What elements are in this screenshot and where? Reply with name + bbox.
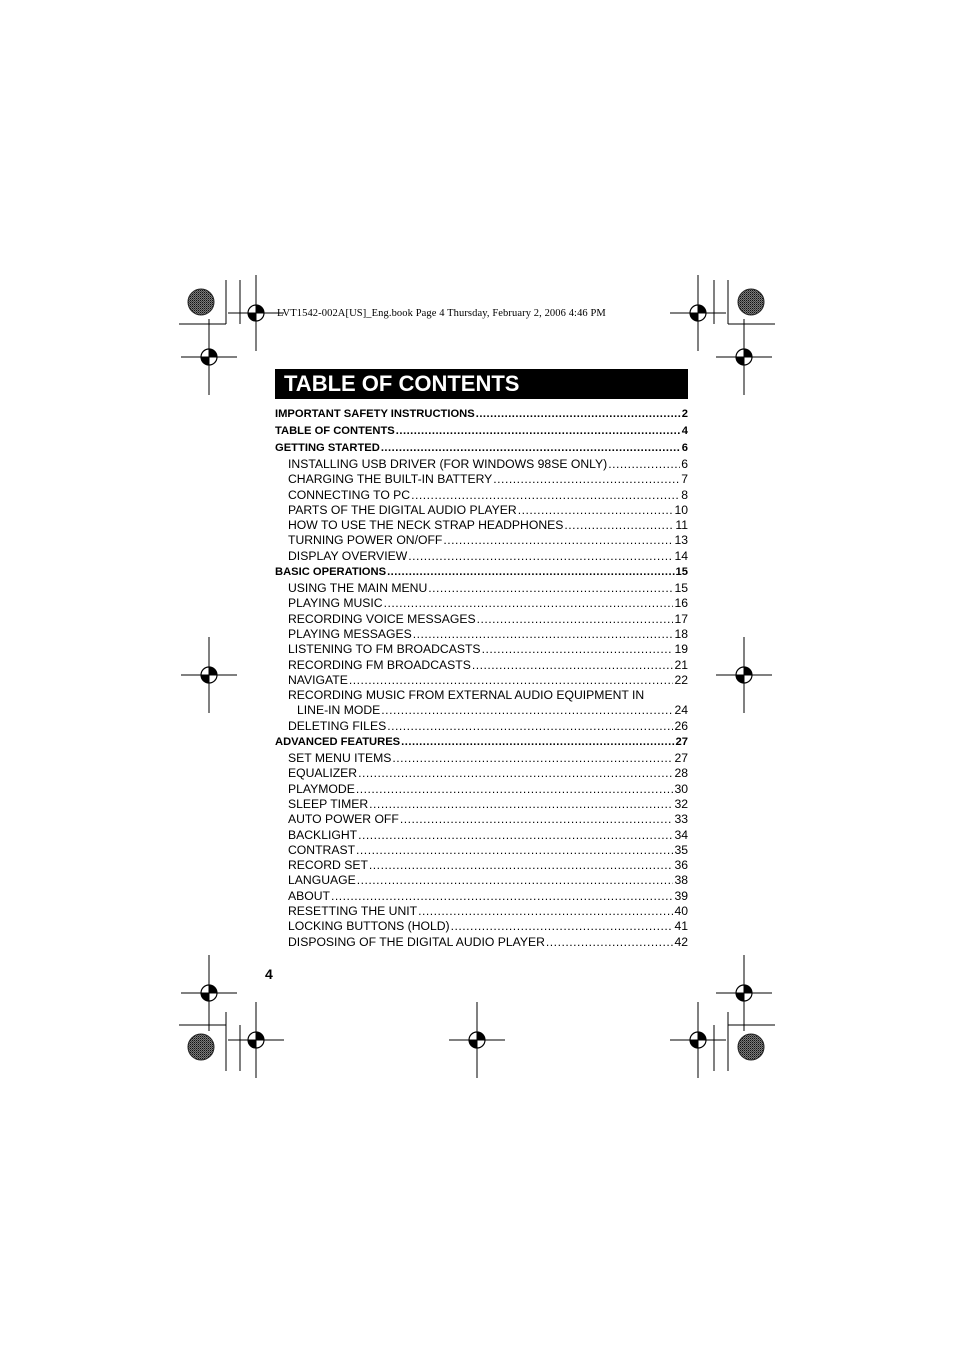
toc-leader-dots <box>358 766 673 781</box>
toc-leader-dots <box>564 518 674 533</box>
toc-entry-page: 2 <box>681 408 688 420</box>
toc-entry[interactable] <box>275 457 688 472</box>
toc-leader-dots <box>369 797 673 812</box>
toc-leader-dots <box>381 440 681 457</box>
toc-entry-label: ABOUT <box>288 888 330 903</box>
toc-entry[interactable] <box>275 673 688 688</box>
toc-entry[interactable] <box>275 858 688 873</box>
toc-leader-dots <box>356 843 673 858</box>
toc-entry-label: CONTRAST <box>288 842 356 857</box>
toc-entry-page: 16 <box>674 596 688 611</box>
page-number: 4 <box>265 966 273 982</box>
toc-entry-label: RECORDING MUSIC FROM EXTERNAL AUDIO EQUIPMENT IN <box>288 688 645 703</box>
toc-entry-page: 14 <box>674 548 688 563</box>
toc-leader-dots <box>387 564 674 581</box>
toc-leader-dots <box>356 782 674 797</box>
toc-entry-page: 15 <box>675 566 688 579</box>
toc-entry[interactable] <box>275 612 688 627</box>
toc-entry-page: 10 <box>674 502 688 517</box>
toc-entry[interactable] <box>275 642 688 657</box>
toc-entry-label: NAVIGATE <box>288 672 348 687</box>
toc-entry[interactable] <box>275 766 688 781</box>
toc-entry-label: ADVANCED FEATURES <box>275 736 401 749</box>
toc-leader-dots <box>443 533 673 548</box>
toc-entry[interactable] <box>275 703 688 718</box>
toc-entry-page: 19 <box>674 642 688 657</box>
toc-entry-label: LANGUAGE <box>288 873 356 888</box>
toc-entry-label: SLEEP TIMER <box>288 796 369 811</box>
toc-entry-page: 28 <box>674 766 688 781</box>
toc-entry-page: 17 <box>674 611 688 626</box>
toc-entry-page: 30 <box>674 781 688 796</box>
toc-leader-dots <box>418 904 673 919</box>
toc-entry[interactable] <box>275 797 688 812</box>
toc-entry[interactable] <box>275 873 688 888</box>
toc-entry-label: PARTS OF THE DIGITAL AUDIO PLAYER <box>288 502 517 517</box>
toc-leader-dots <box>384 596 674 611</box>
toc-entry-page: 18 <box>674 626 688 641</box>
toc-leader-dots <box>413 627 674 642</box>
toc-entry-label: IMPORTANT SAFETY INSTRUCTIONS <box>275 408 475 420</box>
toc-entry[interactable] <box>275 564 688 581</box>
toc-entry[interactable] <box>275 488 688 503</box>
toc-entry-label: RESETTING THE UNIT <box>288 904 418 919</box>
toc-entry[interactable] <box>275 503 688 518</box>
toc-leader-dots <box>411 488 680 503</box>
toc-entry[interactable] <box>275 688 688 703</box>
toc-entry[interactable] <box>275 751 688 766</box>
toc-entry-label: LINE-IN MODE <box>297 703 381 718</box>
toc-entry-label: BASIC OPERATIONS <box>275 566 387 579</box>
toc-entry[interactable] <box>275 549 688 564</box>
toc-entry-label: GETTING STARTED <box>275 442 380 454</box>
toc-entry-page: 13 <box>674 533 688 548</box>
toc-entry[interactable] <box>275 935 688 950</box>
toc-entry-page: 7 <box>681 472 688 487</box>
toc-entry[interactable] <box>275 581 688 596</box>
toc-entry-label: RECORDING FM BROADCASTS <box>288 657 471 672</box>
toc-leader-dots <box>357 873 674 888</box>
toc-entry-page: 27 <box>674 751 688 766</box>
toc-entry[interactable] <box>275 533 688 548</box>
toc-entry-label: LISTENING TO FM BROADCASTS <box>288 642 481 657</box>
toc-entry-label: DELETING FILES <box>288 718 387 733</box>
toc-entry[interactable] <box>275 782 688 797</box>
toc-entry-label: TURNING POWER ON/OFF <box>288 533 443 548</box>
toc-entry-label: AUTO POWER OFF <box>288 812 399 827</box>
toc-entry[interactable] <box>275 812 688 827</box>
page-title: TABLE OF CONTENTS <box>275 369 688 399</box>
toc-entry[interactable] <box>275 889 688 904</box>
toc-entry-label: RECORDING VOICE MESSAGES <box>288 611 476 626</box>
toc-leader-dots <box>396 423 681 440</box>
toc-entry-page: 35 <box>674 842 688 857</box>
toc-entry-page: 34 <box>674 827 688 842</box>
toc-entry-label: EQUALIZER <box>288 766 358 781</box>
toc-entry-page: 39 <box>674 888 688 903</box>
toc-leader-dots <box>451 919 674 934</box>
toc-leader-dots <box>401 734 674 751</box>
toc-entry[interactable] <box>275 518 688 533</box>
toc-leader-dots <box>608 457 680 472</box>
toc-entry[interactable] <box>275 904 688 919</box>
toc-entry-label: HOW TO USE THE NECK STRAP HEADPHONES <box>288 518 564 533</box>
toc-leader-dots <box>408 549 673 564</box>
toc-entry-label: PLAYING MESSAGES <box>288 626 412 641</box>
table-of-contents <box>275 406 688 950</box>
toc-leader-dots <box>400 812 674 827</box>
toc-entry-label: USING THE MAIN MENU <box>288 581 428 596</box>
toc-entry-label: CONNECTING TO PC <box>288 487 411 502</box>
toc-entry-page: 22 <box>674 672 688 687</box>
toc-leader-dots <box>358 828 673 843</box>
toc-entry[interactable] <box>275 423 688 440</box>
toc-entry-label: RECORD SET <box>288 858 368 873</box>
toc-entry-label: PLAYING MUSIC <box>288 596 383 611</box>
toc-leader-dots <box>349 673 674 688</box>
toc-entry-label: BACKLIGHT <box>288 827 358 842</box>
toc-entry-page: 24 <box>674 703 688 718</box>
toc-entry-page: 4 <box>681 425 688 437</box>
toc-entry[interactable] <box>275 658 688 673</box>
toc-leader-dots <box>381 703 673 718</box>
toc-entry-page: 32 <box>674 796 688 811</box>
toc-leader-dots <box>518 503 674 518</box>
toc-entry-page: 40 <box>674 904 688 919</box>
toc-entry-label: CHARGING THE BUILT-IN BATTERY <box>288 472 493 487</box>
toc-entry-label: DISPOSING OF THE DIGITAL AUDIO PLAYER <box>288 934 545 949</box>
toc-entry-page: 42 <box>674 934 688 949</box>
toc-entry-page: 21 <box>674 657 688 672</box>
toc-entry-label: TABLE OF CONTENTS <box>275 425 395 437</box>
toc-entry[interactable] <box>275 828 688 843</box>
toc-leader-dots <box>428 581 673 596</box>
toc-entry-page: 33 <box>674 812 688 827</box>
toc-entry[interactable] <box>275 843 688 858</box>
toc-entry-page: 41 <box>674 919 688 934</box>
file-header: LVT1542-002A[US]_Eng.book Page 4 Thursday, February 2, 2006 4:46 PM <box>277 308 606 319</box>
toc-leader-dots <box>392 751 673 766</box>
toc-entry[interactable] <box>275 627 688 642</box>
toc-entry-page: 27 <box>675 736 688 749</box>
toc-entry[interactable] <box>275 719 688 734</box>
toc-entry[interactable] <box>275 472 688 487</box>
toc-entry-page: 36 <box>674 858 688 873</box>
toc-leader-dots <box>546 935 674 950</box>
toc-entry-page: 6 <box>681 442 688 454</box>
toc-leader-dots <box>387 719 673 734</box>
toc-entry-label: INSTALLING USB DRIVER (FOR WINDOWS 98SE ONLY) <box>288 457 608 471</box>
toc-entry-page: 15 <box>674 581 688 596</box>
toc-leader-dots <box>477 612 674 627</box>
toc-entry-page: 26 <box>674 718 688 733</box>
toc-entry-label: LOCKING BUTTONS (HOLD) <box>288 919 450 934</box>
toc-entry-label: DISPLAY OVERVIEW <box>288 548 408 563</box>
toc-entry-page: 38 <box>674 873 688 888</box>
toc-leader-dots <box>493 472 680 487</box>
toc-entry[interactable] <box>275 596 688 611</box>
toc-entry-page: 11 <box>675 518 688 533</box>
toc-entry-page: 8 <box>681 487 688 502</box>
toc-entry-label: PLAYMODE <box>288 781 355 796</box>
toc-leader-dots <box>331 889 673 904</box>
toc-entry[interactable] <box>275 440 688 457</box>
toc-leader-dots <box>369 858 674 873</box>
toc-leader-dots <box>472 658 674 673</box>
toc-entry-label: SET MENU ITEMS <box>288 751 392 766</box>
toc-entry[interactable] <box>275 734 688 751</box>
toc-entry-page: 6 <box>681 457 688 471</box>
toc-leader-dots <box>476 406 681 423</box>
toc-entry[interactable] <box>275 919 688 934</box>
toc-leader-dots <box>482 642 674 657</box>
toc-entry[interactable] <box>275 406 688 423</box>
